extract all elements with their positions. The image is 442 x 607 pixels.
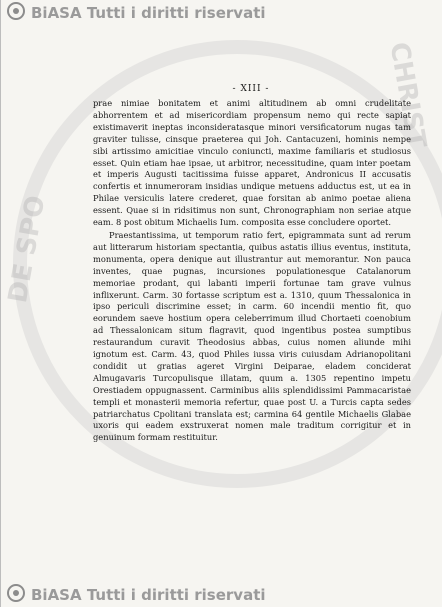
page-number: - XIII -	[232, 84, 270, 94]
paragraph-1: prae nimiae bonitatem et animi altitudinem ab omni crudelitate abhorrentem et ad misericordiam propensum nemo qui recte sapiat existimaverit ineptas inconsideratasque minori versificatorum nugas tam graviter tulisse, cinsque praeterea qui Joh. Cantacuzeni, hominis nempe sibi artissimo amicitiae vinculo coniuncti, maxime familiaris et studiosus esset. Quin etiam hae ipsae, ut arbitror, necessitudine, quam inter poetam et imperis Augusti tacitissima fuisse apparet, Andronicus II accusatis confertis et innumeroram insidias undique metuens adductus est, ut ea in Philae versiculis latere crederet, quae forsitan ab animo poetae aliena essent. Quae si in ridsitimus non sunt, Chronographiam non seriae atque eam. 8 post obitum Michaelis Ium. composita esse concludere oportet.	[93, 98, 411, 228]
copyright-stamp-top-text: BiASA Tutti i diritti riservati	[31, 4, 266, 22]
copyright-stamp-top	[7, 2, 442, 22]
copyright-stamp-bottom	[7, 584, 442, 604]
copyright-stamp-bottom-text: BiASA Tutti i diritti riservati	[31, 586, 266, 604]
watermark-text-right: CHRIST	[383, 40, 432, 151]
document-body	[93, 98, 411, 444]
biasa-logo-icon	[7, 2, 25, 20]
paragraph-2: Praestantissima, ut temporum ratio fert, epigrammata sunt ad rerum aut litterarum historiam spectantia, quibus astatis illius eventus, instituta, monumenta, opera denique aut illustrantur aut memorantur. Non pauca inventes, quae pugnas, incursiones populationesque Catalanorum memoriae prodant, qui labanti imperii fortunae tam grave vulnus inflixerunt. Carm. 30 fortasse scriptum est a. 1310, quum Thessalonica in ipso periculi discrimine esset; in carm. 60 incendii mentio fit, quo eorundem saeve hostium opera celeberrimum illud Chortaeti coenobium ad Thessalonicam situm flagravit, quod ingentibus postea sumptibus restaurandum curavit Theodosius abbas, cuius nomen aliunde mihi ignotum est. Carm. 43, quod Philes iussa viris cuiusdam Adrianopolitani condidit ut gratias ageret Virgini Deiparae, eladem conciderat Almugavaris Turcopulisque illatam, quum a. 1305 repentino impetu Orestiadem oppugnassent. Carminibus aliis splendidissimi Pammacaristae templi et monasterii memoria refertur, quae post U. a Turcis capta sedes patriarchatus Cpolitani translata est; carmina 64 gentile Michaelis Glabae uxoris qui eadem exstruxerat nomen male traditum corrigitur et in genuinum formam restituitur.	[93, 229, 411, 443]
watermark-text-left: DE SPO	[3, 193, 52, 306]
biasa-logo-icon	[7, 584, 25, 602]
